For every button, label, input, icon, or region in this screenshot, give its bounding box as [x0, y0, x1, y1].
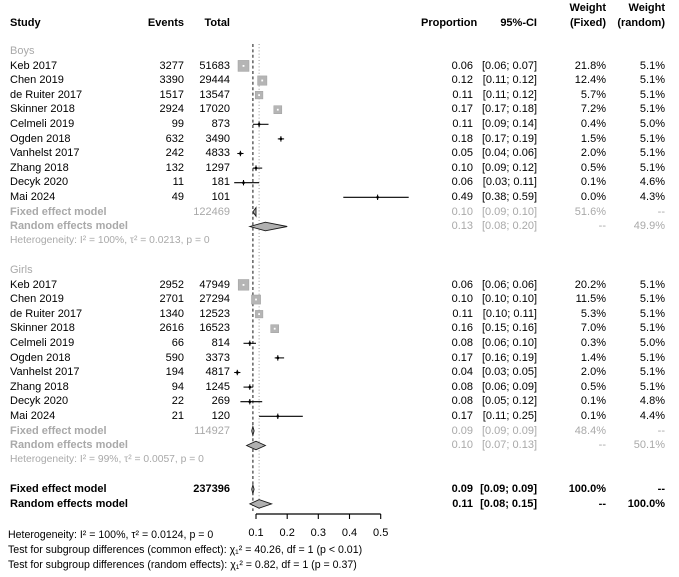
events-value: 3277 [159, 59, 184, 72]
proportion-value: 0.17 [451, 410, 473, 422]
study-name: Mai 2024 [10, 410, 56, 422]
events-value: 2616 [159, 322, 184, 335]
weight-random-value: 4.6% [639, 176, 665, 189]
ci-value: [0.08; 0.15] [480, 497, 537, 510]
model-row [0, 424, 679, 439]
weight-random-value: 5.0% [639, 118, 665, 130]
proportion-value: 0.10 [451, 293, 473, 306]
study-row [0, 117, 679, 132]
total-value: 814 [211, 337, 230, 349]
study-name: Decyk 2020 [10, 176, 69, 189]
total-value: 51683 [199, 59, 230, 72]
ci-value: [0.03; 0.05] [481, 366, 537, 379]
weight-random-value: -- [657, 483, 665, 495]
events-value: 94 [171, 380, 184, 393]
study-row [0, 175, 679, 190]
proportion-value: 0.11 [452, 307, 473, 320]
total-value: 101 [211, 191, 230, 203]
group-label-row [0, 44, 679, 59]
weight-random-value: 5.1% [639, 103, 665, 116]
study-row [0, 278, 679, 293]
total-value: 16523 [199, 322, 230, 335]
ci-value: [0.06; 0.09] [481, 380, 537, 393]
ci-value: [0.06; 0.06] [481, 278, 537, 291]
heterogeneity-text: Heterogeneity: I² = 100%, τ² = 0.0213, p = 0 [10, 234, 210, 246]
weight-random-value: -- [657, 205, 665, 218]
proportion-value: 0.49 [451, 191, 473, 203]
events-value: 242 [165, 147, 184, 160]
study-name: Mai 2024 [10, 191, 56, 203]
study-name: Zhang 2018 [10, 380, 69, 393]
weight-random-value: 4.3% [639, 191, 665, 203]
weight-random-value: 5.1% [639, 293, 665, 306]
weight-fixed-value: 48.4% [574, 424, 606, 437]
ci-value: [0.09; 0.09] [480, 483, 537, 495]
weight-random-value: 5.1% [639, 74, 665, 87]
study-name: Skinner 2018 [10, 322, 75, 335]
events-value: 1340 [159, 307, 184, 320]
study-row [0, 394, 679, 409]
axis-tick-label: 0.5 [373, 527, 389, 539]
group-label: Boys [10, 45, 35, 57]
proportion-value: 0.12 [451, 74, 473, 87]
weight-random-value: 5.1% [639, 59, 665, 72]
weight-random-value: -- [657, 424, 665, 437]
group-label-row [0, 263, 679, 278]
events-value: 1517 [159, 88, 184, 101]
events-value: 66 [171, 337, 184, 349]
weight-random-value: 4.4% [639, 410, 665, 422]
weight-fixed-value: 2.0% [580, 147, 606, 160]
study-row [0, 146, 679, 161]
study-row [0, 102, 679, 117]
study-row [0, 73, 679, 88]
proportion-value: 0.11 [452, 118, 473, 130]
study-row [0, 292, 679, 307]
ci-value: [0.16; 0.19] [481, 351, 537, 364]
total-value: 122469 [193, 205, 230, 218]
proportion-value: 0.17 [451, 351, 473, 364]
weight-random-value: 5.1% [639, 366, 665, 379]
proportion-value: 0.10 [451, 205, 473, 218]
proportion-value: 0.06 [451, 176, 473, 189]
proportion-value: 0.06 [451, 59, 473, 72]
study-name: Chen 2019 [10, 293, 64, 306]
weight-random-value: 5.1% [639, 132, 665, 145]
header-proportion: Proportion [421, 17, 478, 29]
ci-value: [0.10; 0.11] [482, 307, 537, 320]
study-row [0, 132, 679, 147]
weight-random-value: 5.1% [639, 278, 665, 291]
study-name: Decyk 2020 [10, 395, 69, 408]
heterogeneity-row [0, 234, 679, 249]
study-row [0, 307, 679, 322]
events-value: 99 [171, 118, 184, 130]
proportion-value: 0.11 [452, 88, 473, 101]
events-value: 21 [171, 410, 184, 422]
events-value: 194 [165, 366, 184, 379]
model-label: Random effects model [10, 497, 128, 510]
total-value: 1245 [205, 380, 230, 393]
events-value: 22 [171, 395, 184, 408]
study-row [0, 88, 679, 103]
axis-tick-label: 0.1 [248, 527, 264, 539]
weight-fixed-value: 1.4% [580, 351, 606, 364]
model-label: Random effects model [10, 439, 128, 452]
weight-fixed-value: 12.4% [574, 74, 606, 87]
study-row [0, 190, 679, 205]
weight-random-value: 100.0% [627, 497, 665, 510]
ci-value: [0.06; 0.07] [481, 59, 537, 72]
proportion-value: 0.17 [451, 103, 473, 116]
heterogeneity-row [0, 453, 679, 468]
weight-fixed-value: 5.7% [580, 88, 606, 101]
total-value: 181 [211, 176, 230, 189]
weight-random-value: 5.1% [639, 380, 665, 393]
weight-random-value: 4.8% [639, 395, 665, 408]
study-name: Keb 2017 [10, 278, 58, 291]
proportion-value: 0.16 [451, 322, 473, 335]
ci-value: [0.09; 0.09] [481, 424, 537, 437]
weight-random-value: 5.1% [639, 88, 665, 101]
proportion-value: 0.05 [451, 147, 473, 160]
weight-random-value: 5.1% [639, 307, 665, 320]
weight-random-value: 5.1% [639, 147, 665, 160]
ci-value: [0.10; 0.10] [481, 293, 537, 306]
proportion-value: 0.08 [451, 380, 473, 393]
model-label: Fixed effect model [10, 424, 107, 437]
ci-value: [0.11; 0.12] [482, 74, 537, 87]
total-value: 17020 [199, 103, 230, 116]
weight-fixed-value: 20.2% [574, 278, 606, 291]
ci-value: [0.06; 0.10] [481, 337, 537, 349]
total-value: 1297 [205, 161, 230, 174]
ci-value: [0.11; 0.12] [482, 88, 537, 101]
ci-value: [0.38; 0.59] [481, 191, 537, 203]
events-value: 632 [165, 132, 184, 145]
weight-fixed-value: 7.0% [580, 322, 606, 335]
total-value: 3490 [205, 132, 230, 145]
proportion-value: 0.10 [451, 439, 473, 452]
total-value: 237396 [193, 483, 230, 495]
proportion-value: 0.08 [451, 337, 473, 349]
proportion-value: 0.08 [451, 395, 473, 408]
events-value: 2924 [159, 103, 184, 116]
model-label: Fixed effect model [10, 483, 107, 495]
weight-fixed-value: 0.1% [580, 176, 606, 189]
weight-random-value: 5.1% [639, 322, 665, 335]
model-row [0, 438, 679, 453]
events-value: 49 [171, 191, 184, 203]
model-row [0, 482, 679, 497]
overall-heterogeneity-text: Heterogeneity: I² = 100%, τ² = 0.0124, p = 0 [8, 529, 214, 541]
total-value: 269 [211, 395, 230, 408]
study-name: Celmeli 2019 [10, 118, 75, 130]
weight-random-value: 5.1% [639, 351, 665, 364]
proportion-value: 0.18 [451, 132, 473, 145]
weight-fixed-value: 0.5% [580, 380, 606, 393]
weight-fixed-value: 21.8% [574, 59, 606, 72]
study-name: de Ruiter 2017 [10, 307, 83, 320]
events-value: 2701 [159, 293, 184, 306]
study-name: de Ruiter 2017 [10, 88, 83, 101]
header-total: Total [204, 17, 230, 29]
events-value: 2952 [159, 278, 184, 291]
header-weight-random: (random) [617, 17, 665, 29]
ci-value: [0.09; 0.12] [481, 161, 537, 174]
weight-fixed-value: -- [598, 439, 606, 452]
model-row [0, 219, 679, 234]
proportion-value: 0.13 [451, 220, 473, 233]
study-row [0, 380, 679, 395]
weight-fixed-value: 0.0% [580, 191, 606, 203]
study-name: Celmeli 2019 [10, 337, 75, 349]
study-row [0, 161, 679, 176]
ci-value: [0.08; 0.20] [481, 220, 537, 233]
weight-fixed-value: 7.2% [580, 103, 606, 116]
axis-tick-label: 0.2 [279, 527, 295, 539]
weight-fixed-value: 11.5% [575, 293, 606, 306]
proportion-value: 0.04 [451, 366, 473, 379]
ci-value: [0.09; 0.10] [481, 205, 537, 218]
weight-fixed-value: 0.1% [580, 410, 606, 422]
heterogeneity-text: Heterogeneity: I² = 99%, τ² = 0.0057, p = 0 [10, 453, 204, 465]
proportion-value: 0.09 [451, 424, 473, 437]
total-value: 12523 [199, 307, 230, 320]
total-value: 4817 [205, 366, 230, 379]
proportion-value: 0.11 [452, 497, 473, 510]
weight-fixed-value: 51.6% [574, 205, 606, 218]
events-value: 590 [165, 351, 184, 364]
total-value: 13547 [199, 88, 230, 101]
total-value: 114927 [194, 424, 230, 437]
total-value: 3373 [205, 351, 230, 364]
subgroup-test-random-text: Test for subgroup differences (random effects): χ₁² = 0.82, df = 1 (p = 0.37) [8, 559, 357, 571]
study-name: Ogden 2018 [10, 351, 71, 364]
study-name: Vanhelst 2017 [10, 366, 80, 379]
events-value: 3390 [159, 74, 184, 87]
model-row [0, 497, 679, 512]
weight-fixed-value: 1.5% [580, 132, 606, 145]
total-value: 47949 [199, 278, 230, 291]
weight-fixed-value: 0.3% [580, 337, 606, 349]
axis-tick-label: 0.4 [341, 527, 358, 539]
ci-value: [0.07; 0.13] [481, 439, 537, 452]
events-value: 11 [172, 176, 184, 189]
model-row [0, 205, 679, 220]
study-row [0, 351, 679, 366]
study-row [0, 336, 679, 351]
proportion-value: 0.10 [451, 161, 473, 174]
ci-value: [0.04; 0.06] [481, 147, 537, 160]
ci-value: [0.11; 0.25] [482, 410, 537, 422]
group-label: Girls [10, 264, 33, 276]
ci-value: [0.17; 0.18] [481, 103, 537, 116]
weight-fixed-value: 0.1% [580, 395, 606, 408]
header-events: Events [147, 17, 184, 29]
axis-tick-label: 0.3 [310, 527, 326, 539]
proportion-value: 0.09 [451, 483, 473, 495]
study-name: Skinner 2018 [10, 103, 75, 116]
header-weight-fixed-top: Weight [569, 2, 606, 14]
study-name: Chen 2019 [10, 74, 64, 87]
ci-value: [0.15; 0.16] [481, 322, 537, 335]
weight-fixed-value: 100.0% [568, 483, 606, 495]
weight-fixed-value: 5.3% [580, 307, 606, 320]
total-value: 27294 [199, 293, 230, 306]
ci-value: [0.03; 0.11] [482, 176, 537, 189]
weight-fixed-value: 0.5% [580, 161, 606, 174]
weight-fixed-value: 0.4% [580, 118, 606, 130]
model-label: Fixed effect model [10, 205, 107, 218]
study-row [0, 59, 679, 74]
weight-random-value: 5.0% [639, 337, 665, 349]
weight-fixed-value: -- [598, 497, 606, 510]
total-value: 873 [211, 118, 230, 130]
total-value: 120 [211, 410, 230, 422]
model-label: Random effects model [10, 220, 128, 233]
proportion-value: 0.06 [451, 278, 473, 291]
header-weight-fixed: (Fixed) [569, 17, 606, 29]
study-name: Ogden 2018 [10, 132, 71, 145]
subgroup-test-common-text: Test for subgroup differences (common effect): χ₁² = 40.26, df = 1 (p < 0.01) [8, 544, 363, 556]
weight-random-value: 49.9% [633, 220, 665, 233]
weight-fixed-value: 2.0% [580, 366, 606, 379]
ci-value: [0.17; 0.19] [481, 132, 537, 145]
study-name: Keb 2017 [10, 59, 58, 72]
study-row [0, 365, 679, 380]
weight-random-value: 5.1% [639, 161, 665, 174]
header-weight-random-top: Weight [628, 2, 665, 14]
study-row [0, 321, 679, 336]
study-name: Zhang 2018 [10, 161, 69, 174]
study-name: Vanhelst 2017 [10, 147, 80, 160]
header-study: Study [10, 17, 41, 29]
ci-value: [0.05; 0.12] [481, 395, 537, 408]
ci-value: [0.09; 0.14] [481, 118, 537, 130]
total-value: 4833 [205, 147, 230, 160]
study-row [0, 409, 679, 424]
weight-random-value: 50.1% [633, 439, 665, 452]
weight-fixed-value: -- [598, 220, 606, 233]
events-value: 132 [165, 161, 184, 174]
total-value: 29444 [199, 74, 230, 87]
header-ci: 95%-CI [500, 17, 537, 29]
